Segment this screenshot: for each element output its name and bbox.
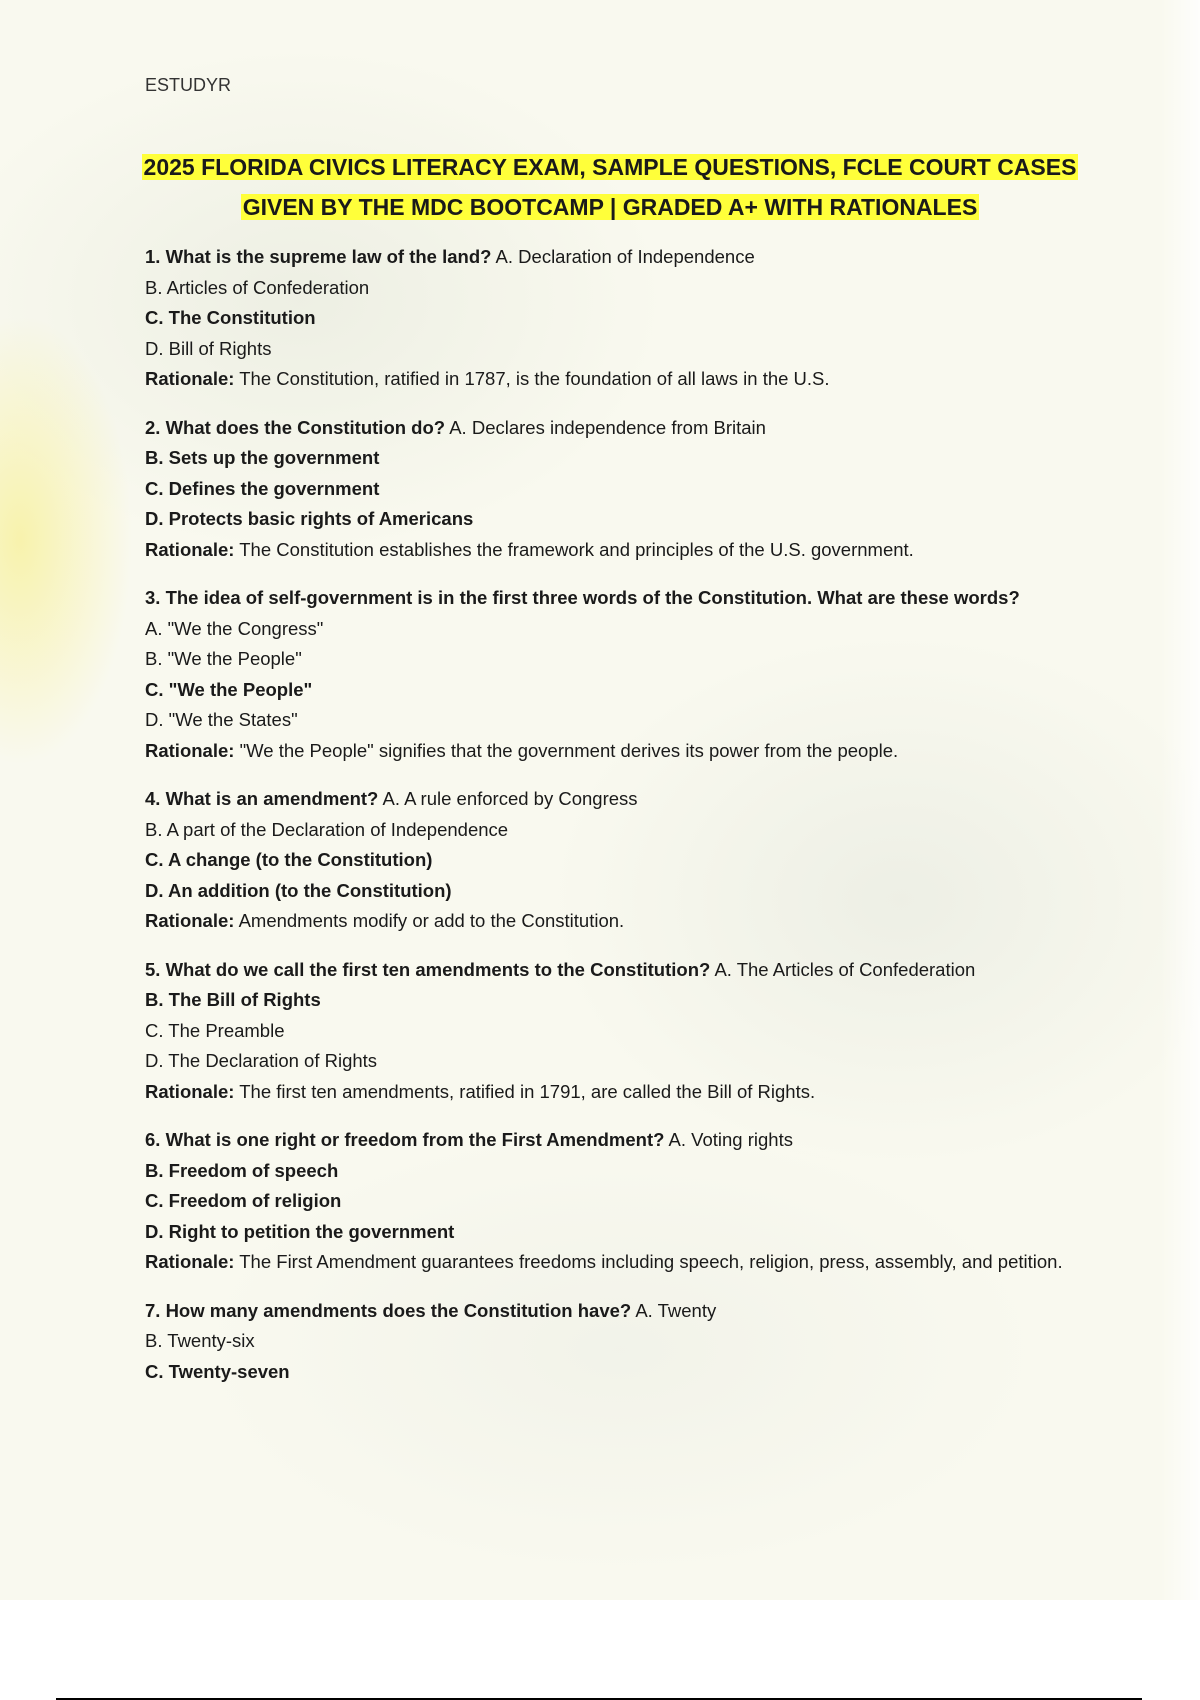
question-4-rationale-text: Amendments modify or add to the Constitution. (238, 910, 625, 931)
question-4 (145, 784, 1075, 937)
question-6-option-c: C. Freedom of religion (145, 1190, 342, 1211)
question-1-option-a: A. Declaration of Independence (495, 246, 755, 267)
question-6-rationale (145, 1247, 1075, 1278)
question-6-text: 6. What is one right or freedom from the First Amendment? (145, 1129, 665, 1150)
brand-label: ESTUDYR (145, 75, 232, 95)
question-3-option-d: D. "We the States" (145, 709, 298, 730)
question-1 (145, 242, 1075, 395)
question-2-rationale (145, 535, 1075, 566)
question-3-option-c: C. "We the People" (145, 678, 313, 700)
question-1-rationale-text: The Constitution, ratified in 1787, is the foundation of all laws in the U.S. (239, 368, 830, 389)
question-3 (145, 583, 1075, 766)
question-4-option-a: A. A rule enforced by Congress (382, 788, 638, 809)
question-4-rationale (145, 906, 1075, 937)
question-2-rationale-text: The Constitution establishes the framework and principles of the U.S. government. (239, 538, 914, 560)
question-5-rationale-text: The first ten amendments, ratified in 1791, are called the Bill of Rights. (239, 1080, 816, 1102)
question-2-option-c: C. Defines the government (145, 477, 380, 499)
title-line-1: 2025 FLORIDA CIVICS LITERACY EXAM, SAMPLE QUESTIONS, FCLE COURT CASES (143, 154, 1077, 180)
rationale-label: Rationale: (145, 368, 235, 389)
question-3-text: 3. The idea of self-government is in the first three words of the Constitution. What are these words? (145, 587, 1020, 608)
question-4-option-d: D. An addition (to the Constitution) (145, 879, 452, 901)
question-6 (145, 1125, 1075, 1278)
question-5-option-d: D. The Declaration of Rights (145, 1050, 378, 1071)
question-3-rationale (145, 736, 1075, 767)
question-2-option-a: A. Declares independence from Britain (449, 416, 766, 438)
question-6-option-a: A. Voting rights (668, 1129, 793, 1150)
question-6-option-d: D. Right to petition the government (145, 1220, 455, 1242)
question-1-option-b: B. Articles of Confederation (145, 276, 370, 298)
question-1-option-d: D. Bill of Rights (145, 337, 272, 359)
question-7-option-c: C. Twenty-seven (145, 1360, 290, 1382)
question-5 (145, 955, 1075, 1108)
question-2-option-d: D. Protects basic rights of Americans (145, 508, 474, 529)
question-4-option-c: C. A change (to the Constitution) (145, 849, 433, 870)
question-2 (145, 413, 1075, 566)
question-1-stem-line (145, 242, 1075, 273)
question-3-rationale-text: "We the People" signifies that the government derives its power from the people. (239, 739, 899, 761)
question-list (145, 242, 1075, 1405)
rationale-label: Rationale: (145, 910, 235, 931)
title-line-2: GIVEN BY THE MDC BOOTCAMP | GRADED A+ WITH RATIONALES (242, 194, 978, 220)
question-3-option-a: A. "We the Congress" (145, 617, 324, 639)
question-5-option-a: A. The Articles of Confederation (714, 958, 976, 980)
question-5-text: 5. What do we call the first ten amendments to the Constitution? (145, 958, 711, 980)
question-2-option-b: B. Sets up the government (145, 447, 380, 468)
question-4-text: 4. What is an amendment? (145, 788, 379, 809)
question-2-text: 2. What does the Constitution do? (145, 416, 446, 438)
rationale-label: Rationale: (145, 1080, 235, 1102)
question-7-stem-line (145, 1296, 1075, 1327)
rationale-label: Rationale: (145, 1251, 235, 1272)
question-4-option-b: B. A part of the Declaration of Independence (145, 818, 509, 840)
rationale-label: Rationale: (145, 739, 235, 761)
question-6-stem-line (145, 1125, 1075, 1156)
question-7-option-b: B. Twenty-six (145, 1330, 255, 1351)
question-1-rationale (145, 364, 1075, 395)
question-2-stem-line (145, 413, 1075, 444)
question-3-option-b: B. "We the People" (145, 648, 302, 669)
question-7-option-a: A. Twenty (635, 1299, 717, 1321)
question-7-text: 7. How many amendments does the Constitution have? (145, 1299, 632, 1321)
question-1-option-c: C. The Constitution (145, 307, 316, 328)
question-5-option-c: C. The Preamble (145, 1019, 285, 1041)
question-7 (145, 1296, 1075, 1388)
question-5-stem-line (145, 955, 1075, 986)
rationale-label: Rationale: (145, 538, 235, 560)
question-5-rationale (145, 1077, 1075, 1108)
question-5-option-b: B. The Bill of Rights (145, 989, 321, 1010)
question-4-stem-line (145, 784, 1075, 815)
document-title (135, 147, 1085, 227)
question-6-rationale-text: The First Amendment guarantees freedoms including speech, religion, press, assembly, and petition. (239, 1251, 1063, 1272)
question-1-text: 1. What is the supreme law of the land? (145, 246, 492, 267)
question-6-option-b: B. Freedom of speech (145, 1159, 339, 1181)
